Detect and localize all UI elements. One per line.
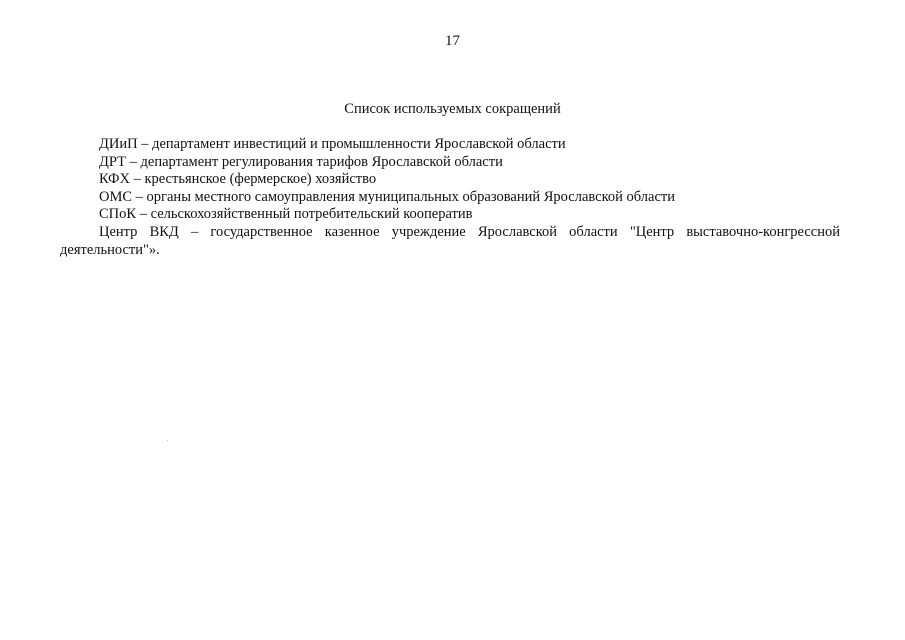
abbreviation-term: ДИиП bbox=[99, 136, 138, 152]
abbreviation-term: ДРТ bbox=[99, 153, 126, 170]
abbreviation-definition: государственное казенное учреждение Ярославской области "Центр выставочно-конгрессной деятельности"». bbox=[60, 223, 840, 258]
abbreviation-definition: департамент регулирования тарифов Ярославской области bbox=[140, 153, 503, 170]
abbreviation-definition: департамент инвестиций и промышленности Ярославской области bbox=[152, 136, 566, 152]
abbreviation-dash: – bbox=[126, 153, 141, 170]
abbreviation-definition: сельскохозяйственный потребительский кооператив bbox=[150, 206, 473, 223]
abbreviation-term: СПоК bbox=[99, 206, 137, 223]
section-title: Список используемых сокращений bbox=[344, 101, 561, 117]
scan-speck bbox=[167, 440, 168, 441]
abbreviation-dash: – bbox=[136, 206, 151, 223]
abbreviation-entry bbox=[60, 154, 840, 172]
abbreviation-list bbox=[60, 136, 840, 259]
abbreviation-definition: органы местного самоуправления муниципальных образований Ярославской области bbox=[146, 188, 675, 205]
abbreviation-entry bbox=[60, 171, 840, 189]
page-number: 17 bbox=[445, 33, 460, 49]
abbreviation-entry bbox=[60, 206, 840, 224]
abbreviation-entry bbox=[60, 189, 840, 207]
abbreviation-term: ОМС bbox=[99, 188, 133, 205]
abbreviation-definition: крестьянское (фермерское) хозяйство bbox=[144, 171, 377, 188]
abbreviation-entry bbox=[60, 136, 840, 154]
abbreviation-dash: – bbox=[178, 223, 211, 240]
abbreviation-dash: – bbox=[129, 171, 145, 188]
abbreviation-term: КФХ bbox=[99, 171, 130, 188]
abbreviation-term: Центр ВКД bbox=[99, 223, 179, 240]
abbreviation-entry bbox=[60, 224, 840, 259]
abbreviation-dash: – bbox=[132, 188, 147, 205]
abbreviation-dash: – bbox=[137, 136, 153, 152]
